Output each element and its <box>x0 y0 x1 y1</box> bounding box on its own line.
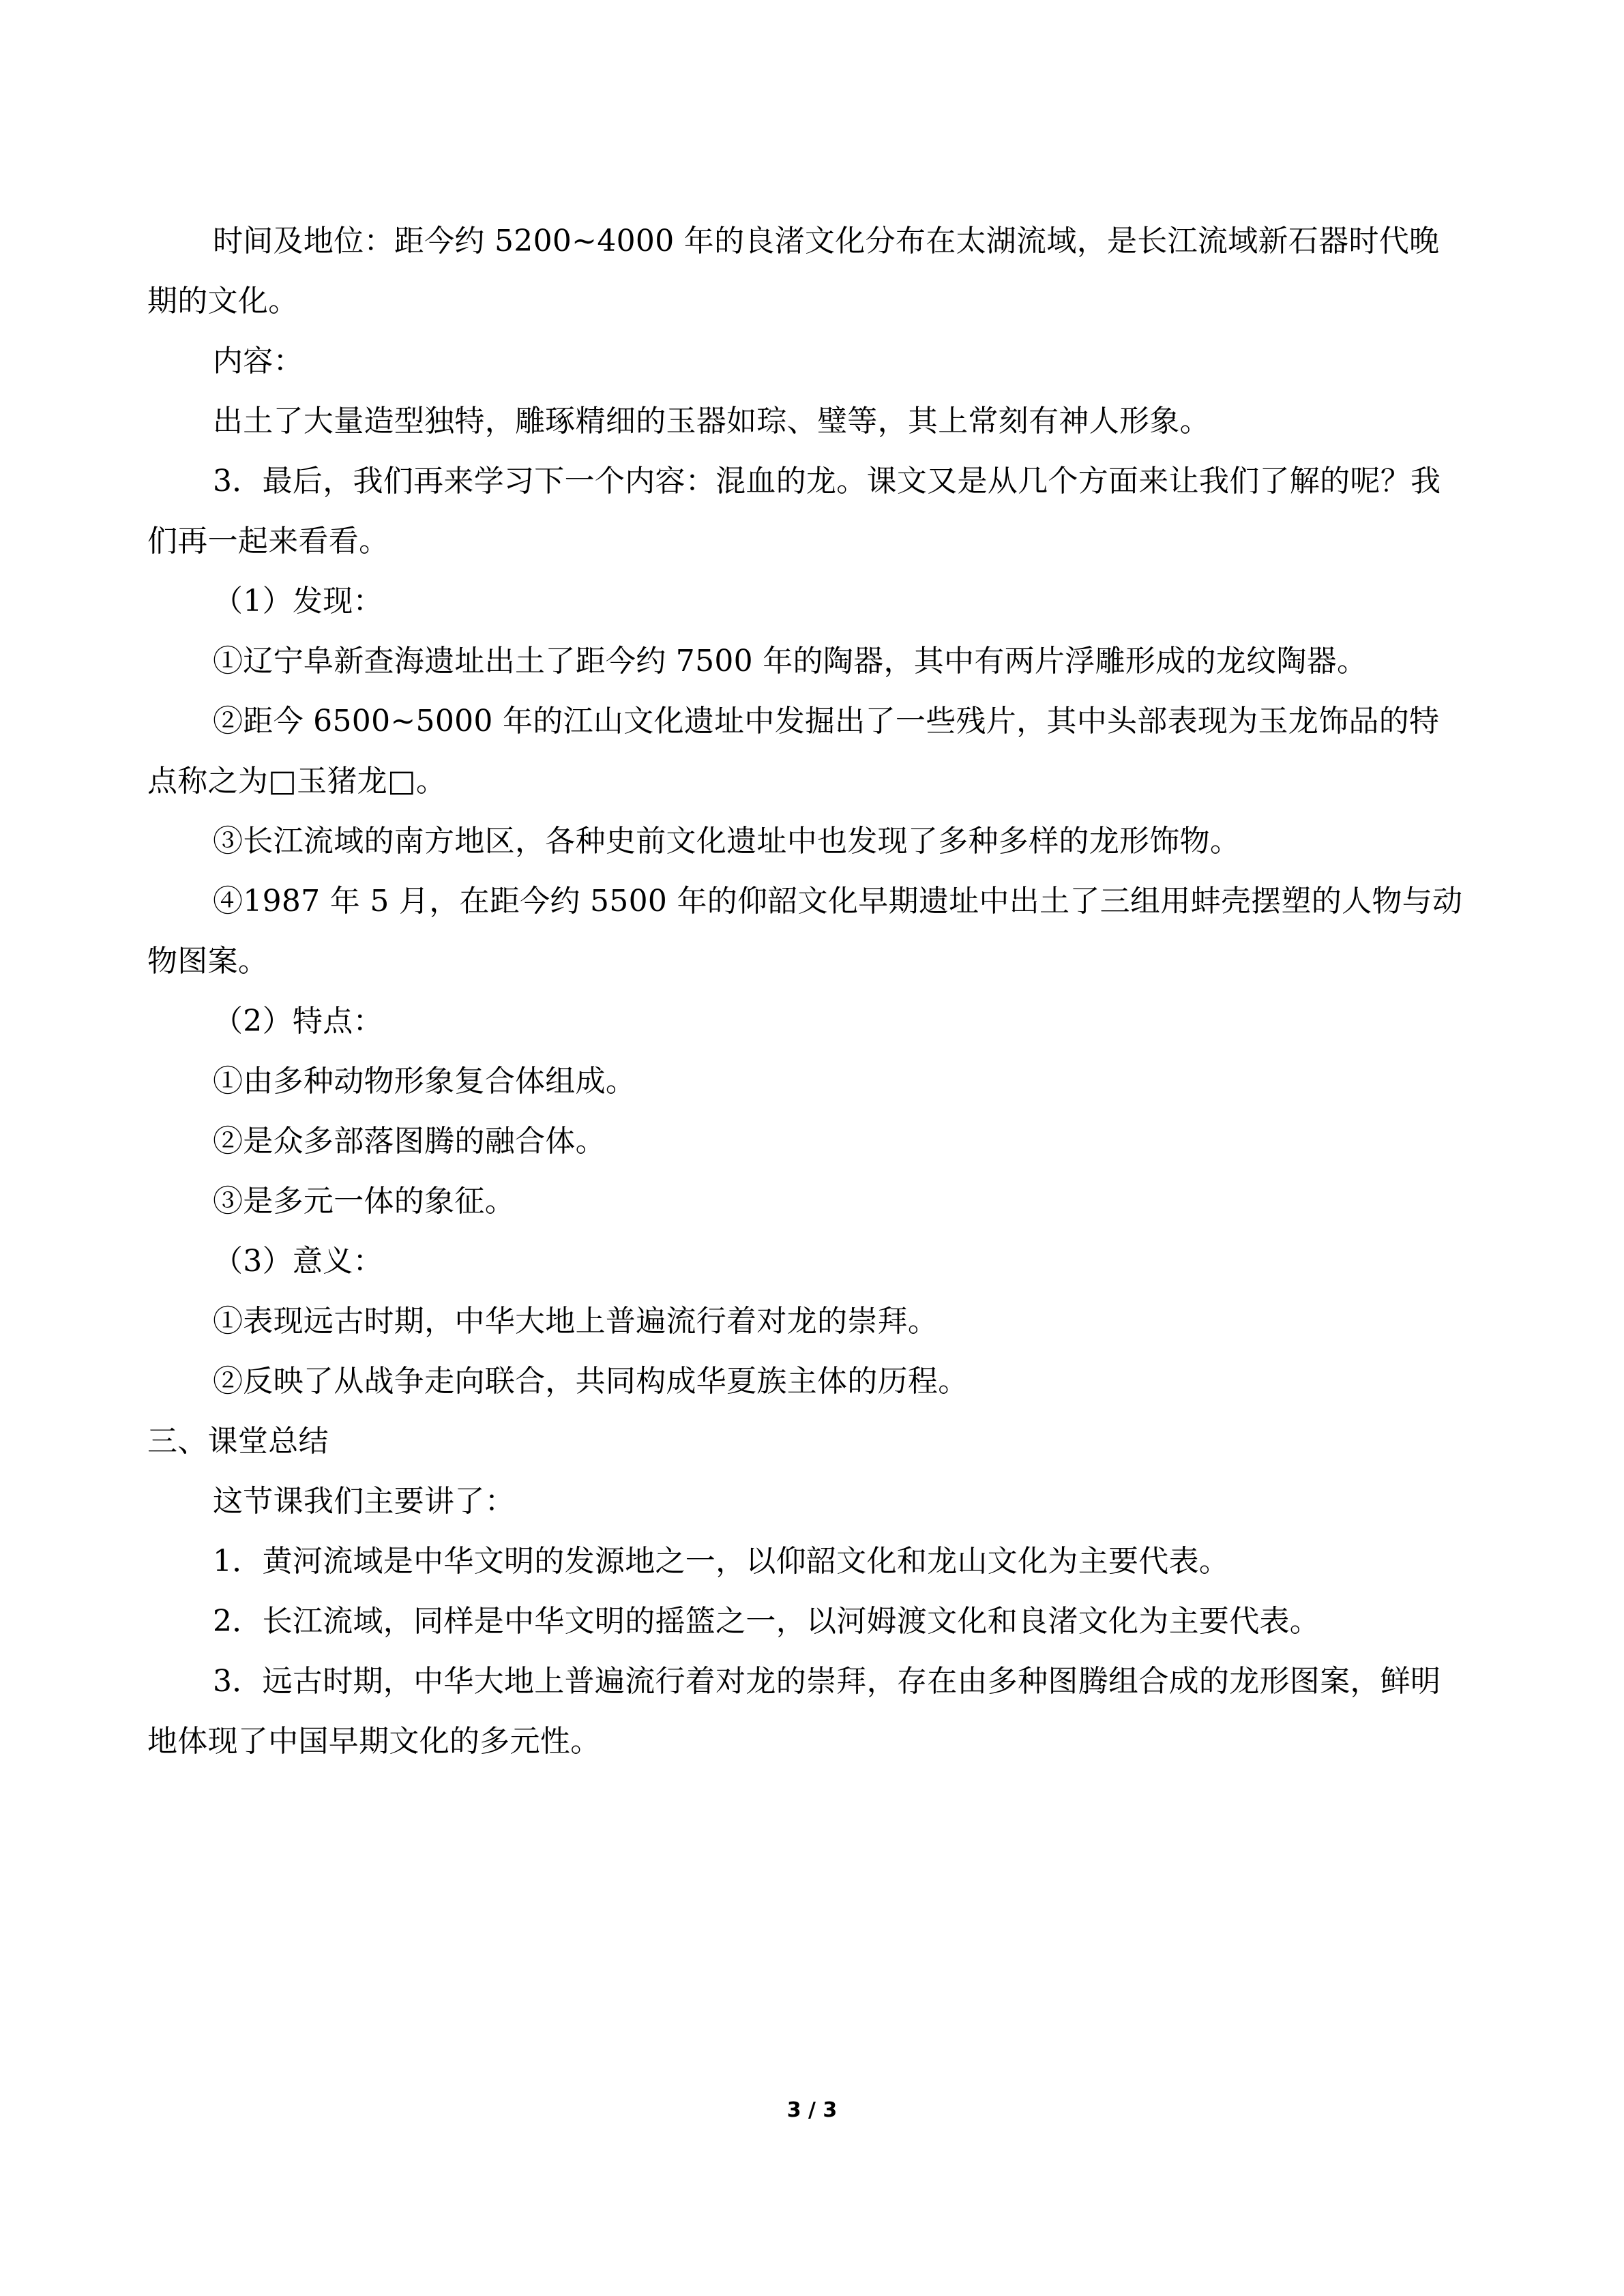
subheading-features: （2）特点： <box>213 1004 383 1039</box>
list-item-summary-2: 2．长江流域，同样是中华文明的摇篮之一，以河姆渡文化和良渚文化为主要代表。 <box>213 1604 1320 1639</box>
list-item-significance-1: ①表现远古时期，中华大地上普遍流行着对龙的崇拜。 <box>213 1304 939 1339</box>
list-item-feature-2: ②是众多部落图腾的融合体。 <box>213 1124 606 1159</box>
subheading-significance: （3）意义： <box>213 1244 383 1279</box>
paragraph-content-text: 出土了大量造型独特，雕琢精细的玉器如琮、璧等，其上常刻有神人形象。 <box>213 404 1210 438</box>
paragraph-dragon-intro: 3．最后，我们再来学习下一个内容：混血的龙。课文又是从几个方面来让我们了解的呢？我们再一起来看看。 <box>147 464 1441 558</box>
list-item-feature-3: ③是多元一体的象征。 <box>213 1184 515 1219</box>
paragraph-summary-intro: 这节课我们主要讲了： <box>213 1484 515 1519</box>
list-item-summary-3: 3．远古时期，中华大地上普遍流行着对龙的崇拜，存在由多种图腾组合成的龙形图案，鲜明地体现了中国早期文化的多元性。 <box>147 1664 1441 1759</box>
list-item-discovery-4: ④1987 年 5 月，在距今约 5500 年的仰韶文化早期遗址中出土了三组用蚌壳摆塑的人物与动物图案。 <box>147 884 1463 979</box>
list-item-discovery-1: ①辽宁阜新查海遗址出土了距今约 7500 年的陶器，其中有两片浮雕形成的龙纹陶器。 <box>213 644 1368 679</box>
list-item-discovery-3: ③长江流域的南方地区，各种史前文化遗址中也发现了多种多样的龙形饰物。 <box>213 824 1241 859</box>
page-number: 3 / 3 <box>786 2098 838 2122</box>
list-item-feature-1: ①由多种动物形象复合体组成。 <box>213 1064 636 1099</box>
document-body <box>147 211 1464 1772</box>
list-item-discovery-2: ②距今 6500~5000 年的江山文化遗址中发掘出了一些残片，其中头部表现为玉龙饰品的特点称之为□玉猪龙□。 <box>147 704 1440 799</box>
list-item-summary-1: 1．黄河流域是中华文明的发源地之一，以仰韶文化和龙山文化为主要代表。 <box>213 1544 1230 1579</box>
list-item-significance-2: ②反映了从战争走向联合，共同构成华夏族主体的历程。 <box>213 1364 969 1399</box>
section-heading-summary: 三、课堂总结 <box>147 1424 329 1459</box>
paragraph-period-status: 时间及地位：距今约 5200~4000 年的良渚文化分布在太湖流域，是长江流域新石器时代晚期的文化。 <box>147 224 1440 318</box>
subheading-discovery: （1）发现： <box>213 584 383 618</box>
paragraph-content-heading: 内容： <box>213 344 304 378</box>
